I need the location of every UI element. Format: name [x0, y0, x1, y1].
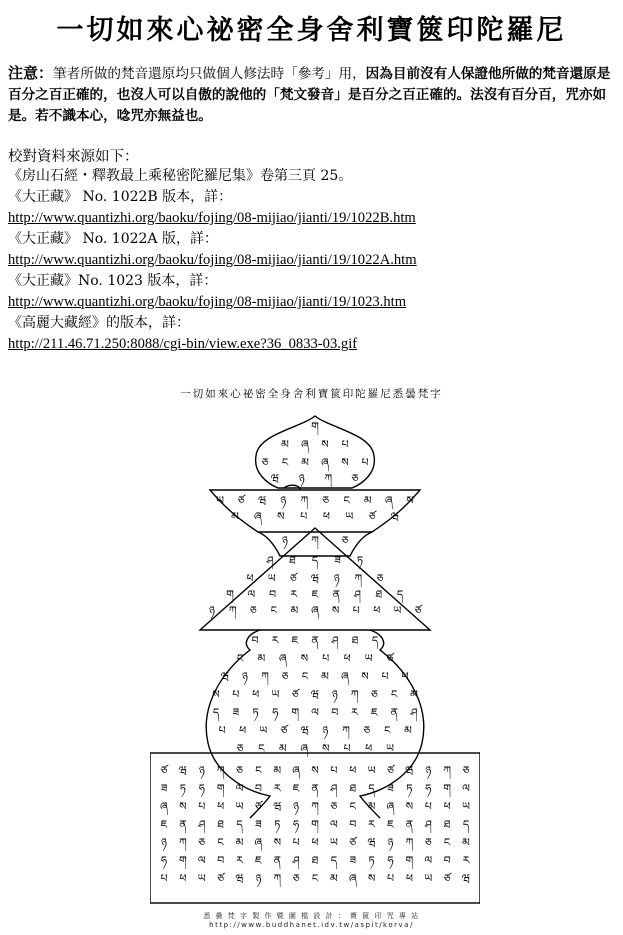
siddham-glyph: མ: [301, 456, 309, 469]
siddham-glyph: ན: [273, 854, 281, 867]
siddham-glyph: ཇ: [291, 634, 299, 647]
siddham-glyph: ས: [341, 456, 349, 469]
references-heading: 校對資料來源如下：: [8, 149, 139, 165]
siddham-glyph: ཀ: [350, 688, 359, 701]
siddham-glyph: ད: [330, 854, 338, 867]
siddham-glyph: ད: [462, 818, 470, 831]
siddham-glyph: ང: [255, 764, 262, 777]
siddham-glyph: ཏ: [368, 854, 375, 867]
siddham-glyph: ར: [236, 854, 243, 867]
siddham-glyph: ལ: [247, 588, 256, 601]
siddham-glyph: ཀ: [228, 604, 237, 617]
siddham-glyph: ཙ: [443, 872, 451, 885]
siddham-glyph: པ: [232, 688, 240, 701]
siddham-glyph: ཅ: [322, 494, 330, 507]
reference-link[interactable]: http://www.quantizhi.org/baoku/fojing/08-mijiao/jianti/19/1023.htm: [8, 294, 407, 310]
siddham-glyph: ར: [271, 634, 279, 647]
siddham-glyph: བ: [251, 634, 259, 647]
siddham-glyph: ས: [179, 800, 187, 813]
siddham-glyph: ག: [311, 420, 319, 433]
siddham-glyph: ཝ: [405, 764, 414, 777]
siddham-glyph: ཙ: [217, 872, 225, 885]
siddham-glyph: མ: [257, 652, 266, 665]
siddham-glyph: པ: [160, 872, 168, 885]
reference-title: 《大正藏》 No. 1022B 版本，詳：: [8, 189, 233, 205]
siddham-glyph: ཅ: [370, 688, 378, 701]
siddham-glyph: ཞ: [385, 494, 393, 507]
reference-link[interactable]: http://www.quantizhi.org/baoku/fojing/08-mijiao/jianti/19/1022A.htm: [8, 252, 417, 268]
siddham-glyph: ད: [311, 554, 319, 567]
siddham-glyph: ཟ: [232, 706, 240, 719]
siddham-glyph: ཐ: [443, 818, 451, 831]
siddham-glyph: ཝ: [270, 472, 280, 485]
siddham-stupa-diagram: [150, 408, 480, 908]
reference-link[interactable]: http://211.46.71.250:8088/cgi-bin/view.exe?36_0833-03.gif: [8, 336, 358, 352]
siddham-glyph: ཙ: [254, 800, 262, 813]
siddham-glyph: ཇ: [311, 588, 319, 601]
siddham-glyph: བ: [331, 706, 339, 719]
siddham-glyph: ཞ: [279, 652, 287, 665]
siddham-glyph: ཅ: [341, 534, 349, 547]
siddham-glyph: ལ: [424, 854, 433, 867]
siddham-glyph: ཙ: [349, 836, 357, 849]
siddham-glyph: ས: [331, 604, 340, 617]
siddham-glyph: ཕ: [349, 764, 357, 777]
siddham-glyph: ཇ: [160, 818, 168, 831]
siddham-glyph: ཉ: [242, 670, 248, 683]
siddham-glyph: ག: [405, 854, 414, 867]
siddham-glyph: ཤ: [198, 818, 206, 831]
siddham-glyph: པ: [361, 456, 369, 469]
siddham-glyph: ཤ: [424, 818, 432, 831]
siddham-glyph: ཉ: [331, 688, 338, 701]
siddham-glyph: ང: [281, 456, 289, 469]
siddham-glyph: ཅ: [281, 670, 289, 683]
siddham-glyph: པ: [300, 510, 308, 523]
siddham-glyph: ཙ: [414, 604, 422, 617]
reference-item: [8, 187, 618, 229]
siddham-glyph: ཡ: [271, 688, 280, 701]
reference-item: [8, 313, 618, 355]
notice-bold-text: 因為目前沒有人保證他所做的梵音還原是百分之百正確的，也沒人可以自傲的說他的「梵文發音」是百分之百正確的。法沒有百分百，咒亦如是。若不識本心，唸咒亦無益也。: [8, 66, 611, 124]
siddham-glyph: ཙ: [386, 652, 394, 665]
siddham-glyph: ཕ: [311, 836, 319, 849]
siddham-glyph: ཉ: [322, 724, 329, 737]
siddham-glyph: མ: [462, 836, 470, 849]
siddham-glyph: ཅ: [363, 724, 371, 737]
siddham-glyph: ཀ: [405, 836, 414, 849]
siddham-glyph: ཕ: [443, 800, 451, 813]
siddham-glyph: ཙ: [160, 764, 168, 777]
siddham-glyph: ཞ: [160, 800, 168, 813]
siddham-glyph: ས: [321, 742, 330, 755]
siddham-glyph: ཕ: [252, 688, 260, 701]
siddham-glyph: ཝ: [300, 724, 309, 737]
reference-item: [8, 166, 618, 187]
siddham-glyph: ཝ: [310, 572, 320, 585]
siddham-glyph: ཐ: [217, 818, 224, 831]
siddham-glyph: ང: [311, 872, 319, 885]
siddham-glyph: ཝ: [235, 872, 244, 885]
siddham-glyph: ཀ: [443, 764, 451, 777]
illustration-caption: 一切如來心祕密全身舍利寶篋印陀羅尼悉曇梵字: [180, 388, 443, 400]
siddham-glyph: ཡ: [235, 800, 244, 813]
siddham-glyph: ཟ: [349, 854, 357, 867]
siddham-glyph: ཅ: [236, 742, 244, 755]
siddham-glyph: ཤ: [354, 588, 361, 601]
siddham-glyph: མ: [281, 438, 289, 451]
siddham-glyph: ཝ: [258, 494, 267, 507]
siddham-glyph: ཀ: [311, 534, 319, 547]
siddham-glyph: ག: [216, 782, 225, 795]
siddham-glyph: ཧ: [160, 854, 168, 867]
siddham-glyph: ཅ: [462, 764, 470, 777]
siddham-glyph: ཕ: [343, 652, 351, 665]
siddham-glyph: ཙ: [280, 724, 288, 737]
siddham-glyph: ཀ: [354, 572, 363, 585]
siddham-glyph: མ: [279, 742, 287, 755]
siddham-glyph: པ: [322, 652, 330, 665]
siddham-glyph: ཤ: [292, 854, 300, 867]
siddham-glyph: ཟ: [334, 554, 341, 567]
siddham-glyph: ང: [301, 670, 309, 683]
siddham-glyph: ཀ: [179, 836, 187, 849]
siddham-glyph: ང: [343, 494, 350, 507]
siddham-glyph: ས: [273, 836, 282, 849]
notice-paragraph: [8, 63, 616, 127]
siddham-glyph: ས: [406, 494, 414, 507]
siddham-glyph: ཙ: [289, 572, 297, 585]
siddham-glyph: ཕ: [405, 872, 413, 885]
footer-line: 悉 曇 梵 字 製 作 暨 圖 檔 設 計 ： 寶 篋 印 咒 專 站: [203, 912, 420, 920]
siddham-glyph: པ: [218, 724, 226, 737]
footer-credit: [0, 912, 623, 930]
siddham-glyph: ཉ: [198, 764, 205, 777]
siddham-glyph: ལ: [197, 854, 206, 867]
siddham-glyph: མ: [330, 872, 338, 885]
siddham-glyph: ཅ: [292, 872, 300, 885]
siddham-glyph: ཝ: [367, 836, 376, 849]
siddham-glyph: ཞ: [254, 510, 262, 523]
siddham-glyph: པ: [386, 872, 395, 885]
siddham-glyph: ཀ: [300, 494, 309, 507]
siddham-glyph: ད: [368, 782, 375, 795]
siddham-glyph: ཞ: [292, 764, 300, 777]
siddham-glyph: ག: [443, 782, 451, 795]
references-list: [8, 166, 618, 355]
siddham-glyph: ཝ: [461, 872, 471, 885]
siddham-glyph: ད: [236, 818, 243, 831]
siddham-glyph: ཞ: [348, 872, 357, 885]
siddham-glyph: མ: [410, 688, 418, 701]
siddham-glyph: ཐ: [351, 634, 359, 647]
siddham-glyph: མ: [321, 670, 329, 683]
siddham-glyph: ཉ: [280, 494, 287, 507]
siddham-glyph: བ: [217, 854, 225, 867]
siddham-glyph: ཡ: [259, 724, 268, 737]
siddham-glyph: ལ: [462, 782, 470, 795]
siddham-glyph: ག: [226, 588, 234, 601]
siddham-glyph: ཕ: [246, 572, 254, 585]
siddham-glyph: ཤ: [330, 782, 338, 795]
siddham-glyph: པ: [292, 836, 300, 849]
siddham-glyph: ཞ: [300, 742, 309, 755]
siddham-glyph: ཀ: [273, 872, 282, 885]
reference-link[interactable]: http://www.quantizhi.org/baoku/fojing/08-mijiao/jianti/19/1022B.htm: [8, 210, 416, 226]
siddham-glyph: ར: [290, 588, 298, 601]
siddham-glyph: ཏ: [356, 554, 364, 567]
siddham-glyph: ཤ: [410, 706, 418, 719]
siddham-glyph: མ: [231, 510, 239, 523]
siddham-glyph: ཝ: [273, 800, 282, 813]
siddham-glyph: ཐ: [311, 854, 319, 867]
siddham-glyph: ཙ: [291, 688, 299, 701]
siddham-glyph: ཡ: [329, 836, 338, 849]
siddham-glyph: ཝ: [220, 670, 230, 683]
siddham-glyph: ཉ: [282, 534, 288, 547]
siddham-glyph: ཧ: [425, 782, 432, 795]
siddham-glyph: ཡ: [345, 510, 354, 523]
siddham-glyph: ཉ: [298, 472, 305, 485]
siddham-glyph: པ: [343, 742, 351, 755]
siddham-glyph: མ: [367, 800, 376, 813]
siddham-glyph: ཅ: [236, 764, 243, 777]
siddham-glyph: ཉ: [255, 872, 262, 885]
siddham-glyph: ཞ: [301, 438, 309, 451]
siddham-glyph: ར: [273, 782, 281, 795]
siddham-glyph: ན: [311, 782, 319, 795]
siddham-glyph: ཏ: [252, 706, 259, 719]
siddham-glyph: ཞ: [311, 604, 319, 617]
siddham-glyph: ཡ: [367, 764, 376, 777]
siddham-glyph: བ: [443, 854, 451, 867]
siddham-glyph: ར: [462, 854, 470, 867]
siddham-glyph: ཡ: [386, 742, 394, 755]
siddham-glyph: ཅ: [424, 836, 432, 849]
siddham-glyph: ཕ: [217, 800, 225, 813]
siddham-glyph: ཡ: [462, 800, 470, 813]
siddham-glyph: ང: [391, 688, 398, 701]
siddham-glyph: ཝ: [310, 688, 320, 701]
siddham-glyph: ཉ: [425, 764, 432, 777]
siddham-glyph: ཡ: [216, 494, 224, 507]
siddham-glyph: ཉ: [387, 836, 394, 849]
siddham-glyph: ཉ: [161, 836, 167, 849]
siddham-glyph: ཡ: [197, 872, 206, 885]
siddham-glyph: ར: [368, 818, 376, 831]
siddham-glyph: ང: [270, 604, 277, 617]
siddham-glyph: ས: [361, 670, 369, 683]
siddham-glyph: ཡ: [424, 872, 433, 885]
siddham-glyph: ཧ: [293, 818, 300, 831]
siddham-glyph: ར: [351, 706, 359, 719]
siddham-glyph: བ: [349, 818, 357, 831]
siddham-glyph: ག: [291, 706, 300, 719]
siddham-glyph: ཇ: [371, 706, 378, 719]
siddham-glyph: ཏ: [179, 782, 187, 795]
siddham-glyph: ན: [390, 706, 398, 719]
notice-plain-text: 筆者所做的梵音還原均只做個人修法時「參考」用，: [53, 66, 366, 82]
siddham-glyph: ད: [396, 588, 404, 601]
siddham-glyph: ང: [236, 652, 244, 665]
siddham-glyph: ཧ: [198, 782, 205, 795]
siddham-glyph: མ: [235, 836, 244, 849]
reference-title: 《大正藏》No. 1023 版本，詳：: [8, 273, 218, 289]
siddham-glyph: ན: [405, 818, 414, 831]
siddham-glyph: ཡ: [364, 652, 373, 665]
siddham-glyph: ཏ: [406, 782, 413, 795]
siddham-glyph: ས: [212, 688, 220, 701]
siddham-glyph: ལ: [330, 818, 338, 831]
siddham-glyph: པ: [424, 800, 432, 813]
siddham-glyph: ཀ: [324, 472, 333, 485]
siddham-glyph: མ: [363, 494, 372, 507]
siddham-glyph: མ: [290, 604, 299, 617]
siddham-glyph: ང: [349, 800, 356, 813]
siddham-glyph: པ: [341, 438, 349, 451]
siddham-glyph: ཞ: [341, 670, 349, 683]
siddham-glyph: ཅ: [261, 456, 269, 469]
siddham-glyph: ས: [311, 764, 319, 777]
siddham-glyph: ཀ: [216, 764, 225, 777]
footer-url: http://www.buddhanet.idv.tw/aspit/korva/: [209, 921, 414, 929]
siddham-glyph: ཇ: [387, 818, 394, 831]
siddham-glyph: ཀ: [261, 670, 269, 683]
siddham-glyph: ས: [300, 652, 309, 665]
siddham-glyph: ཅ: [376, 572, 384, 585]
siddham-glyph: ཅ: [249, 604, 257, 617]
siddham-glyph: ཇ: [255, 854, 262, 867]
siddham-glyph: ག: [311, 818, 319, 831]
siddham-glyph: ཟ: [387, 782, 394, 795]
siddham-glyph: ཀ: [311, 800, 319, 813]
reference-item: [8, 271, 618, 313]
siddham-glyph: ཟ: [255, 818, 262, 831]
siddham-glyph: ཇ: [292, 782, 300, 795]
siddham-glyph: ཅ: [198, 836, 206, 849]
siddham-glyph: ཀ: [342, 724, 350, 737]
siddham-glyph: བ: [268, 588, 277, 601]
siddham-glyph: ཉ: [293, 800, 300, 813]
siddham-glyph: ད: [371, 634, 379, 647]
siddham-glyph: ཙ: [368, 510, 376, 523]
siddham-glyph: ཕ: [401, 670, 409, 683]
siddham-glyph: ས: [367, 872, 376, 885]
siddham-glyph: ལ: [311, 706, 319, 719]
siddham-glyph: ཡ: [393, 604, 402, 617]
page-title: 一切如來心祕密全身舍利寶篋印陀羅尼: [56, 15, 567, 46]
siddham-glyph: ཅ: [351, 472, 359, 485]
siddham-glyph: ཝ: [390, 510, 400, 523]
siddham-glyph: ན: [311, 634, 319, 647]
siddham-glyph: ཐ: [349, 782, 357, 795]
siddham-glyph: ཐ: [289, 554, 296, 567]
siddham-glyph: པ: [330, 764, 338, 777]
reference-title: 《高麗大藏經》的版本，詳：: [8, 315, 190, 331]
siddham-glyph: ས: [321, 438, 329, 451]
siddham-glyph: ཕ: [322, 510, 330, 523]
siddham-glyph: ང: [258, 742, 265, 755]
siddham-glyph: ན: [179, 818, 187, 831]
siddham-glyph: མ: [404, 724, 412, 737]
siddham-glyph: ང: [384, 724, 391, 737]
siddham-glyph: ཟ: [160, 782, 168, 795]
siddham-glyph: ཕ: [365, 742, 373, 755]
reference-title: 《大正藏》 No. 1022A 版，詳：: [8, 231, 218, 247]
siddham-glyph: ཏ: [274, 818, 281, 831]
siddham-glyph: ལ: [235, 782, 244, 795]
siddham-glyph: པ: [198, 800, 206, 813]
siddham-glyph: ཉ: [333, 572, 340, 585]
notice-label: 注意：: [8, 64, 54, 82]
siddham-glyph: ཉ: [209, 604, 215, 617]
siddham-glyph: པ: [352, 604, 360, 617]
siddham-glyph: ཧ: [387, 854, 394, 867]
siddham-glyph: ང: [217, 836, 224, 849]
siddham-glyph: ང: [443, 836, 451, 849]
siddham-glyph: མ: [273, 764, 282, 777]
siddham-glyph: ཤ: [266, 554, 274, 567]
siddham-glyph: ཐ: [375, 588, 383, 601]
siddham-glyph: ཕ: [179, 872, 187, 885]
reference-title: 《房山石經・釋教最上乘秘密陀羅尼集》卷第三頁 25。: [8, 168, 353, 184]
siddham-glyph: ཝ: [178, 764, 188, 777]
siddham-glyph: ཙ: [237, 494, 245, 507]
siddham-glyph: ཞ: [254, 836, 263, 849]
siddham-glyph: ཅ: [330, 800, 338, 813]
siddham-glyph: ཡ: [267, 572, 276, 585]
siddham-glyph: ཕ: [373, 604, 381, 617]
siddham-glyph: ད: [212, 706, 220, 719]
siddham-glyph: ས: [405, 800, 414, 813]
siddham-glyph: ས: [276, 510, 285, 523]
siddham-glyph: ཞ: [321, 456, 329, 469]
siddham-glyph: ཙ: [387, 764, 394, 777]
siddham-glyph: ཧ: [272, 706, 279, 719]
siddham-glyph: པ: [381, 670, 389, 683]
reference-item: [8, 229, 618, 271]
siddham-glyph: བ: [254, 782, 262, 795]
siddham-glyph: ཕ: [239, 724, 247, 737]
siddham-glyph: ག: [179, 854, 187, 867]
siddham-glyph: ཞ: [386, 800, 395, 813]
siddham-glyph: ཤ: [331, 634, 339, 647]
siddham-glyph: ན: [332, 588, 340, 601]
